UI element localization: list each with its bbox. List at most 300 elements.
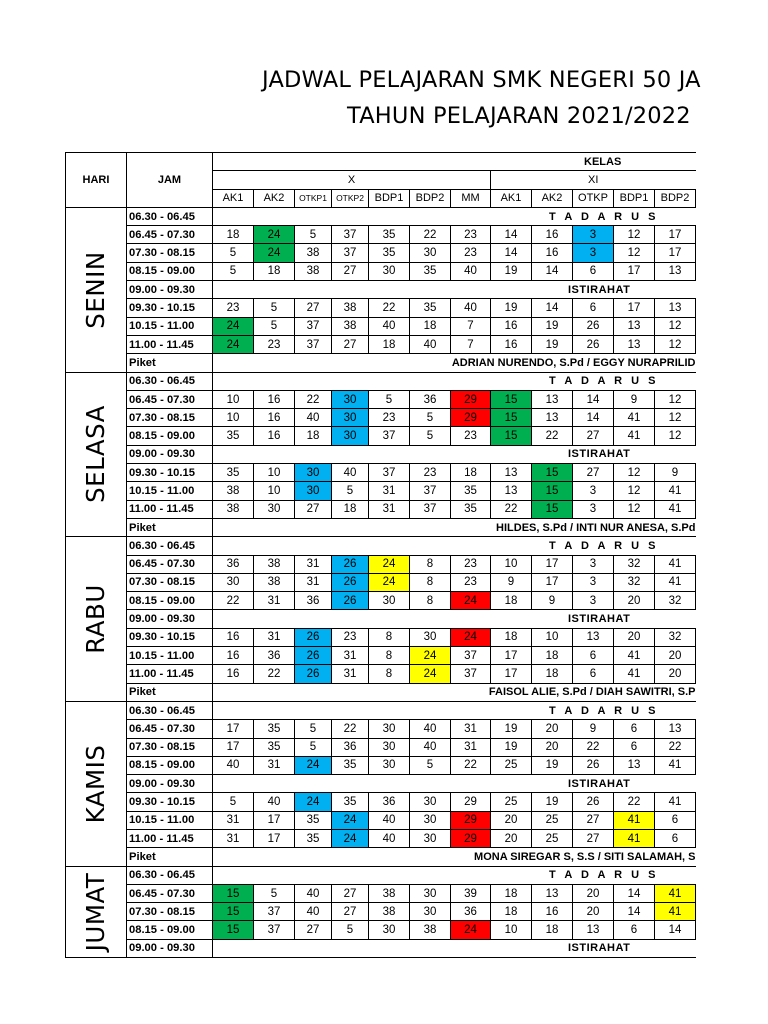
schedule-cell: 14 [614, 884, 655, 902]
schedule-cell: 41 [614, 811, 655, 829]
class-header-cell: AK2 [254, 189, 295, 207]
schedule-cell: 38 [332, 299, 369, 317]
schedule-cell: 31 [254, 756, 295, 774]
schedule-cell: 18 [369, 335, 410, 353]
time-slot: 06.45 - 07.30 [127, 390, 213, 408]
time-slot: 11.00 - 11.45 [127, 335, 213, 353]
schedule-cell: 6 [573, 665, 614, 683]
schedule-cell: 5 [254, 884, 295, 902]
day-name: JUMAT [81, 872, 110, 952]
schedule-cell: 30 [410, 793, 451, 811]
schedule-cell: 12 [614, 226, 655, 244]
schedule-cell: 20 [532, 720, 573, 738]
schedule-cell: 15 [532, 482, 573, 500]
schedule-cell: 17 [213, 738, 254, 756]
schedule-cell: 41 [655, 482, 696, 500]
schedule-cell: 14 [655, 921, 696, 939]
time-slot: 08.15 - 09.00 [127, 262, 213, 280]
schedule-cell: 27 [573, 811, 614, 829]
schedule-cell: 8 [369, 665, 410, 683]
schedule-cell: 13 [614, 317, 655, 335]
schedule-cell: 31 [254, 592, 295, 610]
schedule-cell: 18 [491, 592, 532, 610]
schedule-row [66, 207, 696, 225]
schedule-cell: 27 [295, 299, 332, 317]
schedule-cell: 6 [573, 647, 614, 665]
schedule-row [66, 811, 696, 829]
schedule-cell: 16 [491, 335, 532, 353]
schedule-row [66, 335, 696, 353]
schedule-cell: 30 [369, 592, 410, 610]
schedule-cell: 27 [573, 427, 614, 445]
schedule-cell: 17 [614, 262, 655, 280]
tadarus-band: T A D A R U S [213, 866, 696, 884]
schedule-cell: 29 [451, 390, 491, 408]
schedule-cell: 8 [369, 628, 410, 646]
schedule-cell: 30 [369, 720, 410, 738]
schedule-cell: 13 [573, 628, 614, 646]
schedule-row [66, 555, 696, 573]
schedule-row [66, 445, 696, 463]
schedule-body [66, 207, 696, 957]
schedule-cell: 18 [532, 665, 573, 683]
time-slot: 06.30 - 06.45 [127, 372, 213, 390]
group-x-header: X [213, 171, 491, 189]
schedule-cell: 31 [332, 647, 369, 665]
schedule-cell: 24 [451, 628, 491, 646]
schedule-cell: 16 [254, 427, 295, 445]
schedule-cell: 12 [655, 390, 696, 408]
page-title-line1: JADWAL PELAJARAN SMK NEGERI 50 JA [262, 67, 701, 93]
schedule-cell: 26 [295, 665, 332, 683]
schedule-row [66, 701, 696, 719]
schedule-cell: 23 [369, 409, 410, 427]
schedule-row [66, 903, 696, 921]
schedule-cell: 23 [410, 464, 451, 482]
time-slot: 08.15 - 09.00 [127, 921, 213, 939]
jam-header: JAM [127, 153, 213, 208]
schedule-cell: 40 [332, 464, 369, 482]
schedule-cell: 7 [451, 335, 491, 353]
schedule-row [66, 921, 696, 939]
piket-label: Piket [127, 848, 213, 866]
schedule-cell: 23 [332, 628, 369, 646]
schedule-cell: 37 [254, 921, 295, 939]
schedule-cell: 41 [655, 793, 696, 811]
time-slot: 09.30 - 10.15 [127, 299, 213, 317]
schedule-cell: 16 [213, 647, 254, 665]
schedule-cell: 5 [332, 921, 369, 939]
schedule-cell: 40 [451, 262, 491, 280]
schedule-cell: 35 [295, 829, 332, 847]
schedule-cell: 22 [295, 390, 332, 408]
schedule-cell: 32 [614, 573, 655, 591]
schedule-cell: 32 [655, 628, 696, 646]
schedule-cell: 22 [369, 299, 410, 317]
schedule-cell: 23 [213, 299, 254, 317]
schedule-cell: 30 [332, 427, 369, 445]
schedule-cell: 24 [369, 573, 410, 591]
time-slot: 10.15 - 11.00 [127, 811, 213, 829]
time-slot: 07.30 - 08.15 [127, 903, 213, 921]
time-slot: 09.30 - 10.15 [127, 628, 213, 646]
schedule-cell: 10 [254, 464, 295, 482]
schedule-cell: 31 [451, 720, 491, 738]
class-header-cell: OTKP [573, 189, 614, 207]
schedule-cell: 17 [491, 647, 532, 665]
schedule-cell: 16 [254, 390, 295, 408]
time-slot: 07.30 - 08.15 [127, 409, 213, 427]
schedule-cell: 17 [254, 811, 295, 829]
schedule-cell: 19 [532, 335, 573, 353]
schedule-cell: 37 [369, 427, 410, 445]
page-edge [702, 0, 768, 1024]
schedule-row [66, 939, 696, 957]
schedule-cell: 36 [332, 738, 369, 756]
schedule-row [66, 775, 696, 793]
schedule-cell: 20 [532, 738, 573, 756]
piket-label: Piket [127, 354, 213, 372]
schedule-cell: 27 [573, 464, 614, 482]
time-slot: 06.45 - 07.30 [127, 226, 213, 244]
time-slot: 09.00 - 09.30 [127, 939, 213, 957]
schedule-cell: 14 [491, 226, 532, 244]
schedule-cell: 22 [410, 226, 451, 244]
schedule-cell: 17 [614, 299, 655, 317]
schedule-cell: 26 [295, 628, 332, 646]
schedule-cell: 35 [213, 427, 254, 445]
schedule-cell: 40 [369, 811, 410, 829]
schedule-cell: 30 [369, 262, 410, 280]
schedule-cell: 30 [369, 756, 410, 774]
schedule-cell: 30 [410, 811, 451, 829]
schedule-cell: 15 [213, 884, 254, 902]
schedule-cell: 26 [332, 573, 369, 591]
schedule-cell: 23 [451, 555, 491, 573]
schedule-cell: 23 [451, 226, 491, 244]
schedule-cell: 35 [332, 793, 369, 811]
schedule-cell: 37 [332, 244, 369, 262]
schedule-cell: 40 [369, 829, 410, 847]
schedule-cell: 30 [410, 628, 451, 646]
schedule-cell: 25 [491, 793, 532, 811]
schedule-cell: 5 [295, 738, 332, 756]
time-slot: 09.30 - 10.15 [127, 464, 213, 482]
time-slot: 09.00 - 09.30 [127, 445, 213, 463]
day-label-cell [66, 866, 127, 957]
time-slot: 10.15 - 11.00 [127, 482, 213, 500]
schedule-cell: 9 [491, 573, 532, 591]
schedule-cell: 6 [573, 299, 614, 317]
schedule-cell: 16 [213, 628, 254, 646]
schedule-row [66, 409, 696, 427]
istirahat-band: ISTIRAHAT [213, 445, 696, 463]
schedule-cell: 13 [491, 464, 532, 482]
schedule-cell: 26 [573, 793, 614, 811]
schedule-cell: 27 [332, 903, 369, 921]
day-name: KAMIS [81, 744, 110, 824]
schedule-cell: 20 [655, 647, 696, 665]
schedule-cell: 24 [254, 244, 295, 262]
schedule-cell: 13 [614, 756, 655, 774]
schedule-cell: 31 [332, 665, 369, 683]
schedule-cell: 12 [655, 335, 696, 353]
schedule-cell: 6 [655, 811, 696, 829]
schedule-cell: 30 [369, 738, 410, 756]
day-name: SELASA [81, 405, 110, 504]
schedule-cell: 7 [451, 317, 491, 335]
schedule-cell: 12 [655, 409, 696, 427]
tadarus-band: T A D A R U S [213, 207, 696, 225]
schedule-cell: 37 [254, 903, 295, 921]
schedule-cell: 41 [614, 409, 655, 427]
schedule-row [66, 884, 696, 902]
schedule-cell: 19 [491, 720, 532, 738]
schedule-cell: 41 [655, 573, 696, 591]
schedule-cell: 15 [491, 409, 532, 427]
schedule-cell: 6 [614, 921, 655, 939]
schedule-cell: 41 [614, 427, 655, 445]
schedule-cell: 18 [213, 226, 254, 244]
schedule-cell: 38 [254, 573, 295, 591]
schedule-cell: 38 [369, 884, 410, 902]
tadarus-band: T A D A R U S [213, 537, 696, 555]
schedule-row [66, 756, 696, 774]
schedule-cell: 13 [532, 884, 573, 902]
schedule-cell: 37 [451, 647, 491, 665]
class-header-cell: BDP1 [369, 189, 410, 207]
schedule-cell: 35 [295, 811, 332, 829]
schedule-cell: 5 [213, 793, 254, 811]
istirahat-band: ISTIRAHAT [213, 775, 696, 793]
schedule-cell: 5 [410, 756, 451, 774]
schedule-cell: 36 [451, 903, 491, 921]
schedule-cell: 24 [213, 335, 254, 353]
schedule-cell: 30 [410, 903, 451, 921]
schedule-table [65, 152, 696, 958]
class-header-cell: BDP2 [410, 189, 451, 207]
schedule-cell: 3 [573, 555, 614, 573]
schedule-cell: 35 [332, 756, 369, 774]
schedule-row [66, 573, 696, 591]
schedule-cell: 12 [614, 482, 655, 500]
schedule-cell: 35 [369, 244, 410, 262]
schedule-cell: 35 [451, 482, 491, 500]
schedule-cell: 15 [532, 500, 573, 518]
schedule-cell: 37 [332, 226, 369, 244]
schedule-cell: 36 [295, 592, 332, 610]
schedule-cell: 12 [655, 427, 696, 445]
schedule-cell: 17 [655, 226, 696, 244]
schedule-cell: 18 [332, 500, 369, 518]
schedule-cell: 24 [332, 811, 369, 829]
schedule-cell: 22 [213, 592, 254, 610]
schedule-row [66, 848, 696, 866]
schedule-cell: 15 [213, 921, 254, 939]
schedule-cell: 22 [532, 427, 573, 445]
schedule-cell: 8 [369, 647, 410, 665]
schedule-cell: 35 [213, 464, 254, 482]
schedule-cell: 26 [573, 756, 614, 774]
schedule-cell: 31 [369, 482, 410, 500]
schedule-cell: 22 [332, 720, 369, 738]
day-name: SENIN [81, 251, 110, 329]
schedule-cell: 40 [295, 903, 332, 921]
schedule-cell: 18 [532, 647, 573, 665]
time-slot: 06.30 - 06.45 [127, 866, 213, 884]
schedule-cell: 41 [655, 500, 696, 518]
schedule-cell: 40 [295, 409, 332, 427]
schedule-cell: 14 [573, 390, 614, 408]
schedule-cell: 5 [410, 427, 451, 445]
schedule-cell: 40 [451, 299, 491, 317]
schedule-row [66, 244, 696, 262]
schedule-cell: 16 [254, 409, 295, 427]
time-slot: 09.30 - 10.15 [127, 793, 213, 811]
schedule-cell: 35 [410, 262, 451, 280]
schedule-cell: 27 [295, 500, 332, 518]
schedule-cell: 31 [451, 738, 491, 756]
schedule-cell: 10 [491, 555, 532, 573]
schedule-cell: 35 [410, 299, 451, 317]
schedule-cell: 30 [410, 829, 451, 847]
schedule-cell: 15 [532, 464, 573, 482]
schedule-cell: 5 [254, 317, 295, 335]
schedule-row [66, 866, 696, 884]
schedule-cell: 5 [254, 299, 295, 317]
schedule-cell: 10 [213, 409, 254, 427]
schedule-cell: 41 [614, 647, 655, 665]
time-slot: 11.00 - 11.45 [127, 500, 213, 518]
schedule-cell: 17 [491, 665, 532, 683]
schedule-cell: 23 [451, 427, 491, 445]
schedule-cell: 22 [573, 738, 614, 756]
schedule-cell: 36 [410, 390, 451, 408]
schedule-cell: 10 [254, 482, 295, 500]
schedule-row [66, 683, 696, 701]
hari-header: HARI [66, 153, 127, 208]
piket-names: FAISOL ALIE, S.Pd / DIAH SAWITRI, S.P [213, 683, 696, 701]
schedule-cell: 5 [410, 409, 451, 427]
schedule-cell: 31 [254, 628, 295, 646]
schedule-cell: 3 [573, 573, 614, 591]
schedule-cell: 30 [410, 244, 451, 262]
schedule-cell: 6 [655, 829, 696, 847]
time-slot: 07.30 - 08.15 [127, 244, 213, 262]
schedule-row [66, 738, 696, 756]
schedule-cell: 3 [573, 592, 614, 610]
schedule-cell: 9 [532, 592, 573, 610]
schedule-cell: 16 [532, 244, 573, 262]
day-label-cell [66, 372, 127, 537]
schedule-cell: 6 [573, 262, 614, 280]
schedule-cell: 14 [532, 262, 573, 280]
schedule-cell: 27 [332, 335, 369, 353]
schedule-cell: 29 [451, 829, 491, 847]
schedule-cell: 25 [532, 811, 573, 829]
schedule-cell: 30 [295, 482, 332, 500]
schedule-cell: 26 [295, 647, 332, 665]
schedule-cell: 40 [295, 884, 332, 902]
schedule-cell: 16 [532, 226, 573, 244]
piket-label: Piket [127, 518, 213, 536]
time-slot: 09.00 - 09.30 [127, 775, 213, 793]
schedule-cell: 40 [369, 317, 410, 335]
schedule-cell: 13 [573, 921, 614, 939]
schedule-cell: 26 [332, 592, 369, 610]
schedule-row [66, 592, 696, 610]
schedule-cell: 37 [295, 335, 332, 353]
schedule-cell: 24 [451, 592, 491, 610]
schedule-cell: 9 [614, 390, 655, 408]
schedule-cell: 15 [491, 427, 532, 445]
schedule-row [66, 390, 696, 408]
istirahat-band: ISTIRAHAT [213, 610, 696, 628]
schedule-cell: 27 [573, 829, 614, 847]
schedule-row [66, 299, 696, 317]
schedule-cell: 24 [451, 921, 491, 939]
schedule-cell: 3 [573, 482, 614, 500]
class-header-cell: AK2 [532, 189, 573, 207]
page-title-line2: TAHUN PELAJARAN 2021/2022 [347, 103, 691, 129]
schedule-cell: 40 [410, 738, 451, 756]
schedule-cell: 20 [614, 592, 655, 610]
schedule-cell: 23 [451, 244, 491, 262]
time-slot: 11.00 - 11.45 [127, 829, 213, 847]
schedule-cell: 30 [254, 500, 295, 518]
schedule-cell: 13 [614, 335, 655, 353]
class-header-cell: OTKP2 [332, 189, 369, 207]
schedule-row [66, 226, 696, 244]
schedule-cell: 5 [295, 226, 332, 244]
schedule-cell: 22 [655, 738, 696, 756]
schedule-row [66, 317, 696, 335]
schedule-cell: 15 [491, 390, 532, 408]
schedule-cell: 18 [491, 628, 532, 646]
schedule-row [66, 610, 696, 628]
schedule-cell: 17 [254, 829, 295, 847]
schedule-cell: 27 [332, 884, 369, 902]
schedule-cell: 16 [532, 903, 573, 921]
schedule-row [66, 518, 696, 536]
schedule-cell: 25 [491, 756, 532, 774]
schedule-cell: 41 [655, 884, 696, 902]
schedule-cell: 30 [295, 464, 332, 482]
schedule-row [66, 829, 696, 847]
schedule-cell: 18 [254, 262, 295, 280]
schedule-cell: 25 [532, 829, 573, 847]
schedule-cell: 24 [254, 226, 295, 244]
schedule-row [66, 354, 696, 372]
group-xi-header: XI [491, 171, 696, 189]
schedule-cell: 9 [573, 720, 614, 738]
schedule-cell: 16 [491, 317, 532, 335]
schedule-cell: 6 [614, 720, 655, 738]
schedule-cell: 14 [491, 244, 532, 262]
schedule-cell: 14 [573, 409, 614, 427]
schedule-cell: 41 [614, 665, 655, 683]
schedule-row [66, 720, 696, 738]
schedule-cell: 18 [491, 903, 532, 921]
schedule-cell: 32 [614, 555, 655, 573]
schedule-cell: 41 [614, 829, 655, 847]
schedule-row [66, 628, 696, 646]
class-header-cell: BDP2 [655, 189, 696, 207]
schedule-cell: 31 [213, 811, 254, 829]
schedule-cell: 18 [410, 317, 451, 335]
schedule-cell: 8 [410, 573, 451, 591]
time-slot: 06.30 - 06.45 [127, 207, 213, 225]
